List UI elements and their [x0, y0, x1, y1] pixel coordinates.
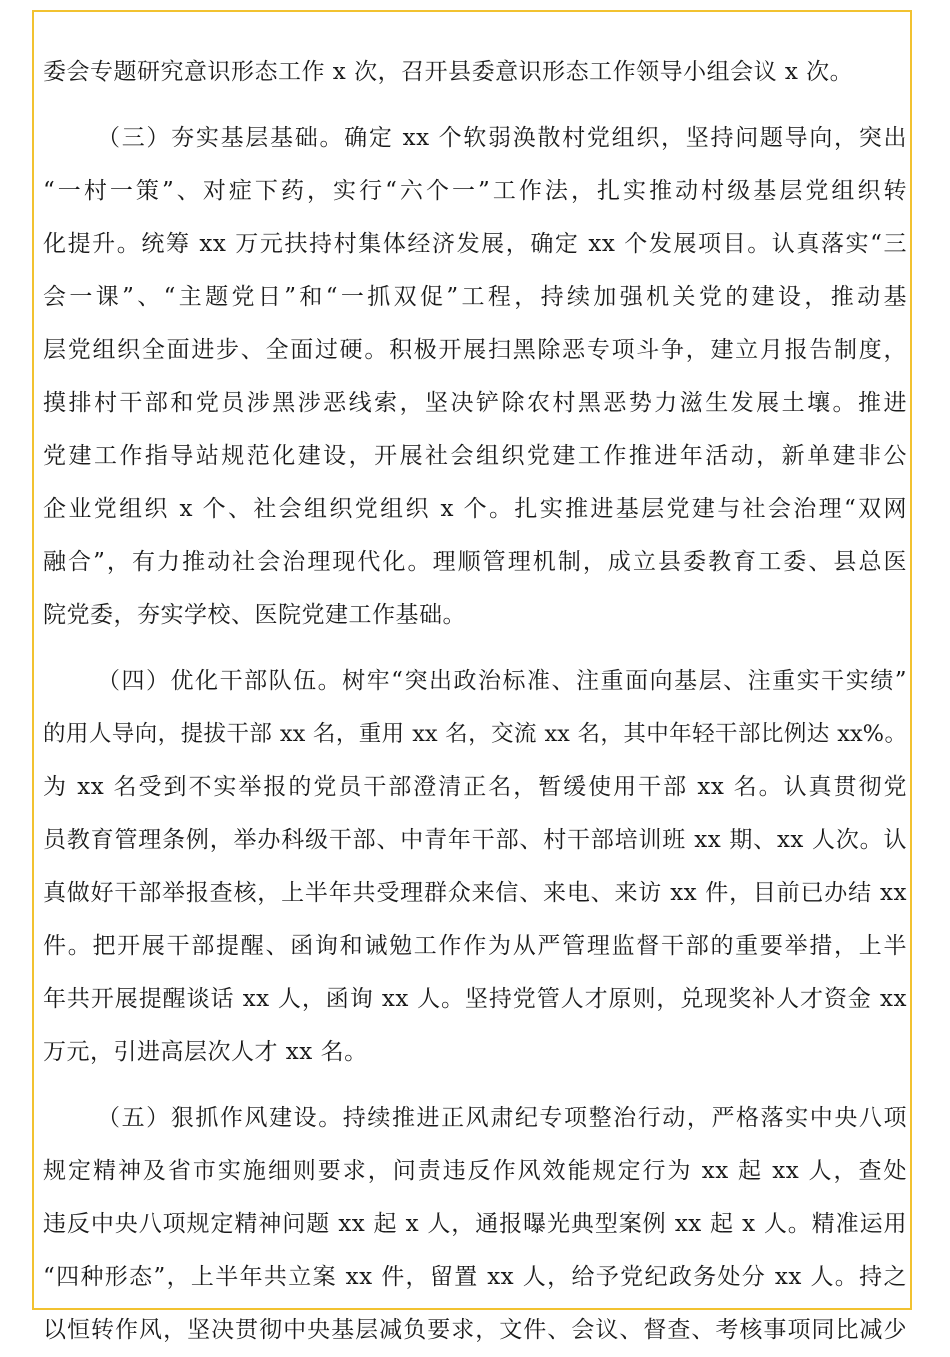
text-line: 为 xx 名受到不实举报的党员干部澄清正名，暂缓使用干部 xx 名。认真贯彻党 [43, 774, 907, 800]
text-line: 违反中央八项规定精神问题 xx 起 x 人，通报曝光典型案例 xx 起 x 人。精准运用 [43, 1211, 907, 1237]
text-line: （四）优化干部队伍。树牢“突出政治标准、注重面向基层、注重实干实绩” [97, 668, 907, 694]
document-body [43, 46, 907, 1357]
text-line: “一村一策”、对症下药，实行“六个一”工作法，扎实推动村级基层党组织转 [43, 178, 907, 204]
paragraph-work-style [43, 1092, 907, 1357]
text-line: 的用人导向，提拔干部 xx 名，重用 xx 名，交流 xx 名，其中年轻干部比例达 xx%。 [43, 721, 907, 747]
text-line: （五）狠抓作风建设。持续推进正风肃纪专项整治行动，严格落实中央八项 [97, 1105, 907, 1131]
text-line: 员教育管理条例，举办科级干部、中青年干部、村干部培训班 xx 期、xx 人次。认 [43, 827, 907, 853]
text-line: 真做好干部举报查核，上半年共受理群众来信、来电、来访 xx 件，目前已办结 xx [43, 880, 907, 906]
paragraph-continuation [43, 46, 907, 99]
text-line: “四种形态”，上半年共立案 xx 件，留置 xx 人，给予党纪政务处分 xx 人。持之 [43, 1264, 907, 1290]
text-line: 层党组织全面进步、全面过硬。积极开展扫黑除恶专项斗争，建立月报告制度， [43, 337, 907, 363]
text-line: 摸排村干部和党员涉黑涉恶线索，坚决铲除农村黑恶势力滋生发展土壤。推进 [43, 390, 907, 416]
paragraph-gap [43, 1079, 907, 1092]
text-line: （三）夯实基层基础。确定 xx 个软弱涣散村党组织，坚持问题导向，突出 [97, 125, 907, 151]
text-line: 以恒转作风，坚决贯彻中央基层减负要求，文件、会议、督查、考核事项同比减少 [43, 1317, 907, 1343]
paragraph-optimize-cadres [43, 655, 907, 1079]
text-line: 党建工作指导站规范化建设，开展社会组织党建工作推进年活动，新单建非公 [43, 443, 907, 469]
text-line: 化提升。统筹 xx 万元扶持村集体经济发展，确定 xx 个发展项目。认真落实“三 [43, 231, 907, 257]
text-line: 委会专题研究意识形态工作 x 次，召开县委意识形态工作领导小组会议 x 次。 [43, 59, 854, 85]
text-line: 年共开展提醒谈话 xx 人，函询 xx 人。坚持党管人才原则，兑现奖补人才资金 xx [43, 986, 907, 1012]
paragraph-gap [43, 642, 907, 655]
text-line: 企业党组织 x 个、社会组织党组织 x 个。扎实推进基层党建与社会治理“双网 [43, 496, 907, 522]
paragraph-strengthen-grassroots [43, 112, 907, 642]
text-line: 万元，引进高层次人才 xx 名。 [43, 1039, 368, 1065]
paragraph-gap [43, 99, 907, 112]
text-line: 规定精神及省市实施细则要求，问责违反作风效能规定行为 xx 起 xx 人，查处 [43, 1158, 907, 1184]
text-line: 院党委，夯实学校、医院党建工作基础。 [43, 602, 466, 628]
text-line: 件。把开展干部提醒、函询和诫勉工作作为从严管理监督干部的重要举措，上半 [43, 933, 907, 959]
text-line: 会一课”、“主题党日”和“一抓双促”工程，持续加强机关党的建设，推动基 [43, 284, 907, 310]
text-line: 融合”，有力推动社会治理现代化。理顺管理机制，成立县委教育工委、县总医 [43, 549, 907, 575]
